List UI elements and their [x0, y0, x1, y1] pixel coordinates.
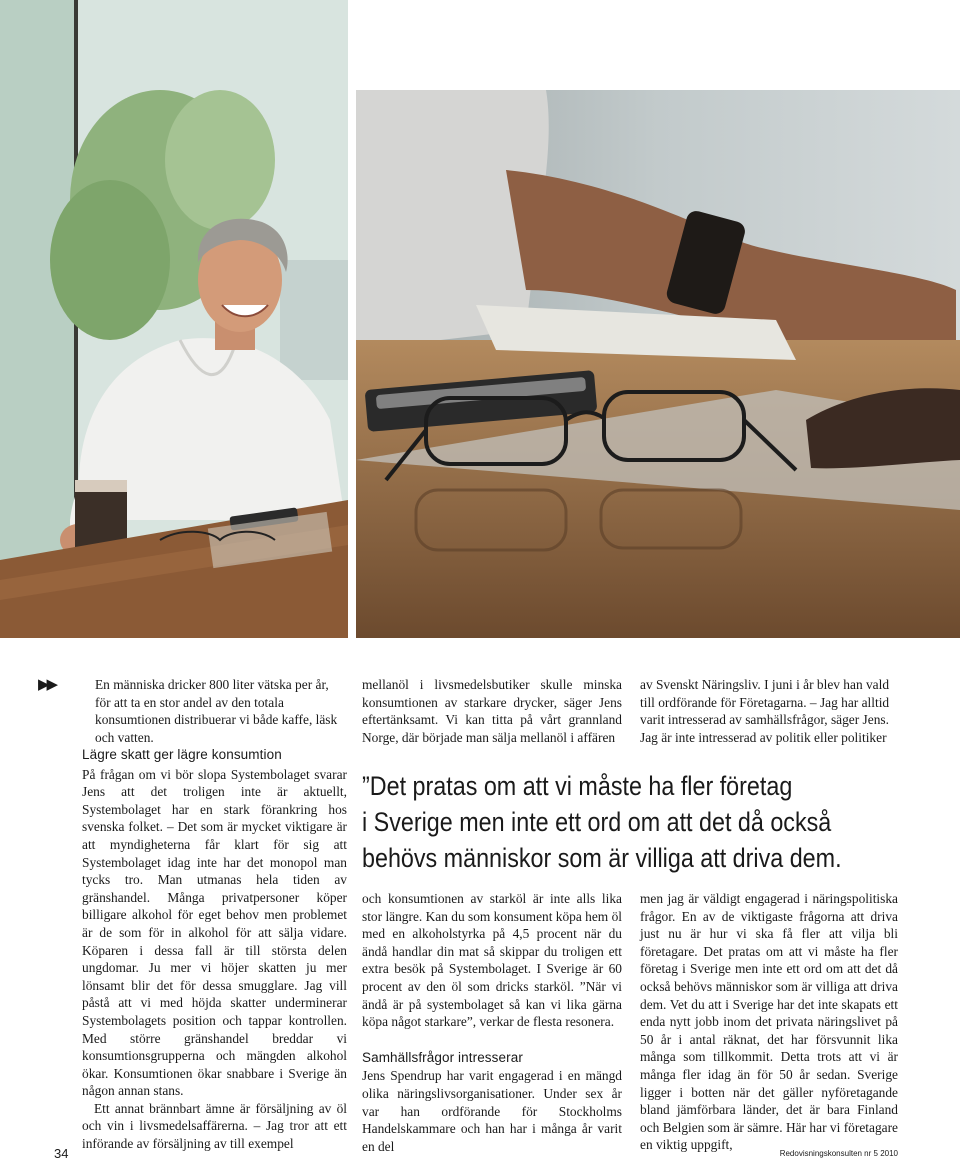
pull-quote-line-1 [362, 768, 855, 804]
publication-footer: Redovisningskonsulten nr 5 2010 [779, 1149, 898, 1158]
middle-column-bottom [362, 890, 622, 1155]
right-column-top [640, 676, 898, 746]
middle-column-top [362, 676, 622, 746]
right-top-text: av Svenskt Näringsliv. I juni i år blev han vald till ordförande för Företagarna. – Jag har alltid varit intresserad av samhällsfrågor, säger Jens. Jag är inte intresserad av politik eller politiker [640, 677, 890, 745]
left-paragraph-2: Ett annat brännbart ämne är försäljning av öl och vin i livsmedelsaffärerna. – Jag tror att ett införande av försäljning av till exempel [82, 1100, 347, 1152]
right-column-bottom [640, 890, 898, 1154]
subhead-lower-tax: Lägre skatt ger lägre konsumtion [82, 747, 282, 762]
middle-bottom-text: och konsumtionen av starköl är inte alls lika stor längre. Kan du som konsument köpa hem öl med en alkoholstyrka på 4,5 procent när du ändå handlar din mat så skippar du troligen ett extra besök på Systembolaget. I Sverige är 60 procent av den öl som dricks starköl. ”När vi ändå är på systembolaget så kan vi lika gärna köpa något starkare”, verkar de flesta resonera. [362, 891, 622, 1030]
middle-bottom-text-2: Jens Spendrup har varit engagerad i en mängd olika näringslivsorganisationer. Under sex år var han ordförande för Stockholms Handelskammare och han har i många år varit en del [362, 1068, 622, 1154]
right-bottom-text: men jag är väldigt engagerad i näringspolitiska frågor. En av de viktigaste frågorna att driva just nu är hur vi ska få fler att vilja bli företagare. Det pratas om att vi måste ha fler företag i Sverige men inte ett ord om att det då också behövs människor som är villiga att driva dem. Vet du att i Sverige har det inte skapats ett enda nytt jobb inom det privata näringslivet på 50 år i antal räknat, det har försvunnit lika många som tillkommit. Detta trots att vi är många fler idag än för 50 år sedan. Sverige ligger i botten när det gäller nyföretagande bland jämförbara länder, det är bara Finland och Belgien som är sämre. Här har vi företagare en viktig uppgift, [640, 891, 898, 1153]
photo-man-laughing-illustration [0, 0, 348, 638]
quote-mark: ” [362, 771, 370, 801]
left-paragraph-1: På frågan om vi bör slopa Systembolaget svarar Jens att det troligen inte är aktuellt, Systembolaget har en stark förankring hos svenska folket. – Det som är mycket viktigare är att myndigheterna får klart för sig att Systembolaget idag inte har det monopol man tycks tro. Man utmanas hela tiden av gränshandel. Många privatpersoner köper billigare alkohol för eget behov men problemet är de som för in alkohol för att sälja vidare. Köparen i dessa fall är till största delen ungdomar. Ju mer vi höjer skatten ju mer lönsamt blir det för dessa smugglare. Jag vill påstå att vi med höjda skatter underminerar Systembolagets position och tappar kontrollen. Med större gränshandel breddar vi konsumtionsgrupperna och mängden alkohol ökar. Konsumtionen ökar snabbare i Sverige än någon annan stans. [82, 766, 347, 1099]
pull-quote [362, 768, 855, 876]
page-number: 34 [54, 1146, 69, 1161]
pull-quote-line-2: i Sverige men inte ett ord om att det då också [362, 807, 832, 837]
pull-quote-line-3: behövs människor som är villiga att driva dem. [362, 843, 842, 873]
intro-text: En människa dricker 800 liter vätska per år, för att ta en stor andel av den totala konsumtionen distribuerar vi både kaffe, läsk och vatten. [95, 677, 338, 745]
photo-man-laughing [0, 0, 348, 638]
pull-quote-line-1-text: Det pratas om att vi måste ha fler företag [369, 771, 793, 801]
photo-glasses-table-illustration [356, 90, 960, 638]
subhead-social-issues: Samhällsfrågor intresserar [362, 1049, 523, 1065]
left-column [82, 746, 347, 1153]
photo-glasses-table [356, 90, 960, 638]
continue-arrows-icon: ▶▶ [38, 675, 56, 693]
middle-top-text: mellanöl i livsmedelsbutiker skulle minska konsumtionen av starkare drycker, säger Jens eftertänksamt. Vi kan titta på vårt grannland Norge, där började man sälja mellanöl i affären [362, 677, 622, 745]
